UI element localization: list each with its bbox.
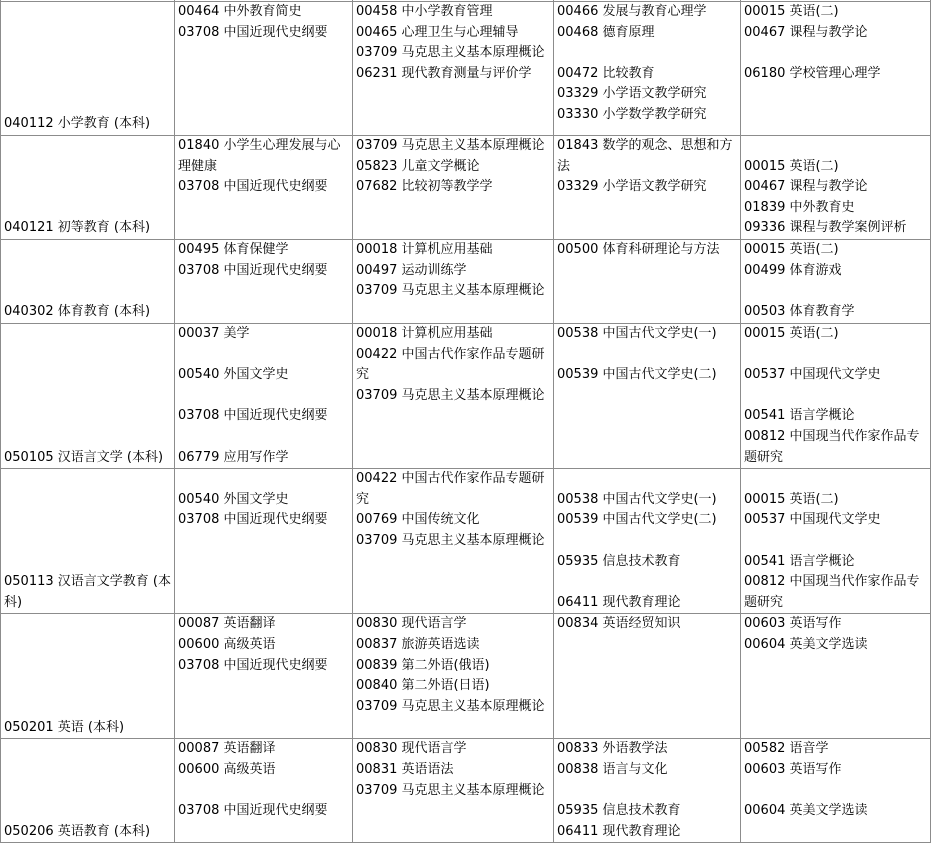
course-entry: 00541 语言学概论 xyxy=(744,408,855,424)
course-entry: 03709 马克思主义基本原理概论 xyxy=(356,387,545,403)
major-cell xyxy=(1,469,175,614)
course-entry: 00812 中国现当代作家作品专题研究 xyxy=(744,574,920,610)
course-entry: 03708 中国近现代史纲要 xyxy=(178,179,328,195)
course-cell xyxy=(353,324,554,469)
course-entry: 00458 中小学教育管理 xyxy=(356,4,493,19)
course-cell xyxy=(175,240,353,324)
course-entry: 00015 英语(二) xyxy=(744,4,839,19)
course-cell xyxy=(353,614,554,739)
course-entry: 00604 英美文学选读 xyxy=(744,803,868,819)
course-entry: 00538 中国古代文学史(一) xyxy=(557,491,717,507)
course-entry: 00540 外国文学史 xyxy=(178,491,289,507)
course-cell xyxy=(741,324,931,469)
blank-line xyxy=(744,43,928,64)
course-entry: 00541 语言学概论 xyxy=(744,553,855,569)
table-row xyxy=(1,2,931,136)
course-entry: 00769 中国传统文化 xyxy=(356,512,480,528)
exam-schedule-body xyxy=(1,0,931,843)
course-entry: 00830 现代语言学 xyxy=(356,741,467,757)
major-name: 050206 英语教育 (本科) xyxy=(4,823,151,839)
course-cell xyxy=(554,739,741,843)
course-entry: 03709 马克思主义基本原理概论 xyxy=(356,283,545,299)
course-cell xyxy=(175,739,353,843)
course-entry: 03329 小学语文教学研究 xyxy=(557,86,707,102)
course-entry: 00537 中国现代文学史 xyxy=(744,512,881,528)
course-entry: 00603 英语写作 xyxy=(744,616,842,632)
course-entry: 00015 英语(二) xyxy=(744,491,839,507)
course-entry: 00812 中国现当代作家作品专题研究 xyxy=(744,428,920,465)
blank-line xyxy=(744,345,928,366)
course-entry: 00839 第二外语(俄语) xyxy=(356,657,490,673)
course-cell xyxy=(554,614,741,739)
course-cell xyxy=(353,739,554,843)
course-entry: 05823 儿童文学概论 xyxy=(356,158,480,174)
course-cell xyxy=(554,469,741,614)
course-entry: 03709 马克思主义基本原理概论 xyxy=(356,782,545,798)
major-name: 040112 小学教育 (本科) xyxy=(4,116,151,132)
course-cell xyxy=(353,240,554,324)
course-cell xyxy=(175,136,353,240)
major-cell xyxy=(1,240,175,324)
blank-line xyxy=(178,345,350,366)
course-entry: 01840 小学生心理发展与心理健康 xyxy=(178,138,341,174)
course-entry: 00838 语言与文化 xyxy=(557,761,668,777)
blank-line xyxy=(744,781,928,802)
course-cell xyxy=(353,469,554,614)
course-cell xyxy=(353,2,554,136)
course-cell xyxy=(554,2,741,136)
course-entry: 03709 马克思主义基本原理概论 xyxy=(356,698,545,714)
table-row xyxy=(1,240,931,324)
course-entry: 00539 中国古代文学史(二) xyxy=(557,512,717,528)
course-entry: 00037 美学 xyxy=(178,326,250,341)
course-entry: 05935 信息技术教育 xyxy=(557,803,681,819)
course-entry: 06231 现代教育测量与评价学 xyxy=(356,65,532,81)
course-cell xyxy=(741,614,931,739)
course-entry: 00422 中国古代作家作品专题研究 xyxy=(356,346,545,383)
course-entry: 00422 中国古代作家作品专题研究 xyxy=(356,471,545,507)
table-row xyxy=(1,136,931,240)
course-entry: 03709 马克思主义基本原理概论 xyxy=(356,532,545,548)
course-entry: 03709 马克思主义基本原理概论 xyxy=(356,138,545,153)
table-row xyxy=(1,469,931,614)
major-name: 050113 汉语言文学教育 (本科) xyxy=(4,574,171,610)
blank-line xyxy=(557,781,738,802)
course-entry: 00834 英语经贸知识 xyxy=(557,616,681,632)
course-entry: 03708 中国近现代史纲要 xyxy=(178,803,328,819)
major-cell xyxy=(1,324,175,469)
course-entry: 01843 数学的观念、思想和方法 xyxy=(557,138,733,174)
blank-line xyxy=(557,345,738,366)
blank-line xyxy=(744,136,928,157)
course-entry: 00537 中国现代文学史 xyxy=(744,367,881,383)
blank-line xyxy=(744,531,928,552)
course-entry: 01839 中外教育史 xyxy=(744,199,855,215)
blank-line xyxy=(557,531,738,552)
course-entry: 00600 高级英语 xyxy=(178,636,276,652)
major-name: 040121 初等教育 (本科) xyxy=(4,220,151,236)
course-entry: 00087 英语翻译 xyxy=(178,741,276,757)
major-name: 050201 英语 (本科) xyxy=(4,719,125,735)
course-entry: 00495 体育保健学 xyxy=(178,242,289,257)
course-entry: 00018 计算机应用基础 xyxy=(356,242,493,257)
blank-line xyxy=(178,427,350,448)
course-entry: 03708 中国近现代史纲要 xyxy=(178,512,328,528)
course-entry: 00831 英语语法 xyxy=(356,761,454,777)
course-cell xyxy=(554,136,741,240)
course-cell xyxy=(175,469,353,614)
course-entry: 00604 英美文学选读 xyxy=(744,636,868,652)
course-cell xyxy=(554,240,741,324)
course-entry: 00837 旅游英语选读 xyxy=(356,636,480,652)
course-cell xyxy=(741,136,931,240)
blank-line xyxy=(178,386,350,407)
course-entry: 03708 中国近现代史纲要 xyxy=(178,24,328,40)
course-entry: 06411 现代教育理论 xyxy=(557,823,681,839)
course-entry: 06779 应用写作学 xyxy=(178,449,289,465)
course-entry: 06411 现代教育理论 xyxy=(557,594,681,610)
course-entry: 03708 中国近现代史纲要 xyxy=(178,408,328,424)
course-entry: 00538 中国古代文学史(一) xyxy=(557,326,717,341)
major-cell xyxy=(1,136,175,240)
blank-line xyxy=(557,43,738,64)
course-entry: 05935 信息技术教育 xyxy=(557,553,681,569)
course-entry: 06180 学校管理心理学 xyxy=(744,65,881,81)
course-entry: 00467 课程与教学论 xyxy=(744,24,868,40)
course-entry: 00015 英语(二) xyxy=(744,158,839,174)
table-row xyxy=(1,739,931,843)
course-entry: 03708 中国近现代史纲要 xyxy=(178,262,328,278)
course-entry: 00018 计算机应用基础 xyxy=(356,326,493,341)
course-entry: 00840 第二外语(日语) xyxy=(356,678,490,694)
course-entry: 00087 英语翻译 xyxy=(178,616,276,632)
course-entry: 00503 体育教育学 xyxy=(744,303,855,319)
course-cell xyxy=(741,739,931,843)
course-entry: 07682 比较初等教学学 xyxy=(356,179,493,195)
blank-line xyxy=(557,469,738,490)
course-cell xyxy=(175,2,353,136)
course-entry: 00499 体育游戏 xyxy=(744,262,842,278)
course-entry: 03709 马克思主义基本原理概论 xyxy=(356,45,545,61)
course-entry: 00465 心理卫生与心理辅导 xyxy=(356,24,519,40)
major-name: 050105 汉语言文学 (本科) xyxy=(4,449,164,465)
course-entry: 00600 高级英语 xyxy=(178,761,276,777)
course-entry: 00603 英语写作 xyxy=(744,761,842,777)
course-entry: 00466 发展与教育心理学 xyxy=(557,4,707,19)
course-cell xyxy=(554,324,741,469)
course-entry: 09336 课程与教学案例评析 xyxy=(744,220,907,236)
course-entry: 00497 运动训练学 xyxy=(356,262,467,278)
course-entry: 00582 语音学 xyxy=(744,741,829,757)
course-entry: 00833 外语教学法 xyxy=(557,741,668,757)
major-cell xyxy=(1,614,175,739)
course-entry: 00539 中国古代文学史(二) xyxy=(557,367,717,383)
course-entry: 00830 现代语言学 xyxy=(356,616,467,632)
blank-line xyxy=(744,386,928,407)
course-cell xyxy=(175,614,353,739)
course-entry: 00015 英语(二) xyxy=(744,326,839,341)
blank-line xyxy=(744,281,928,302)
table-row xyxy=(1,324,931,469)
course-entry: 00467 课程与教学论 xyxy=(744,179,868,195)
course-cell xyxy=(741,469,931,614)
course-entry: 00500 体育科研理论与方法 xyxy=(557,242,720,257)
course-cell xyxy=(353,136,554,240)
blank-line xyxy=(178,469,350,490)
course-cell xyxy=(741,2,931,136)
blank-line xyxy=(557,572,738,593)
major-name: 040302 体育教育 (本科) xyxy=(4,304,151,320)
course-entry: 00472 比较教育 xyxy=(557,65,655,81)
major-cell xyxy=(1,2,175,136)
course-entry: 03708 中国近现代史纲要 xyxy=(178,657,328,673)
course-entry: 00015 英语(二) xyxy=(744,242,839,257)
major-cell xyxy=(1,739,175,843)
course-entry: 03329 小学语文教学研究 xyxy=(557,179,707,195)
course-entry: 00540 外国文学史 xyxy=(178,367,289,383)
course-entry: 03330 小学数学教学研究 xyxy=(557,106,707,122)
table-row xyxy=(1,614,931,739)
course-entry: 00468 德育原理 xyxy=(557,24,655,40)
course-cell xyxy=(175,324,353,469)
blank-line xyxy=(178,781,350,802)
course-cell xyxy=(741,240,931,324)
course-entry: 00464 中外教育简史 xyxy=(178,4,302,19)
blank-line xyxy=(744,469,928,490)
